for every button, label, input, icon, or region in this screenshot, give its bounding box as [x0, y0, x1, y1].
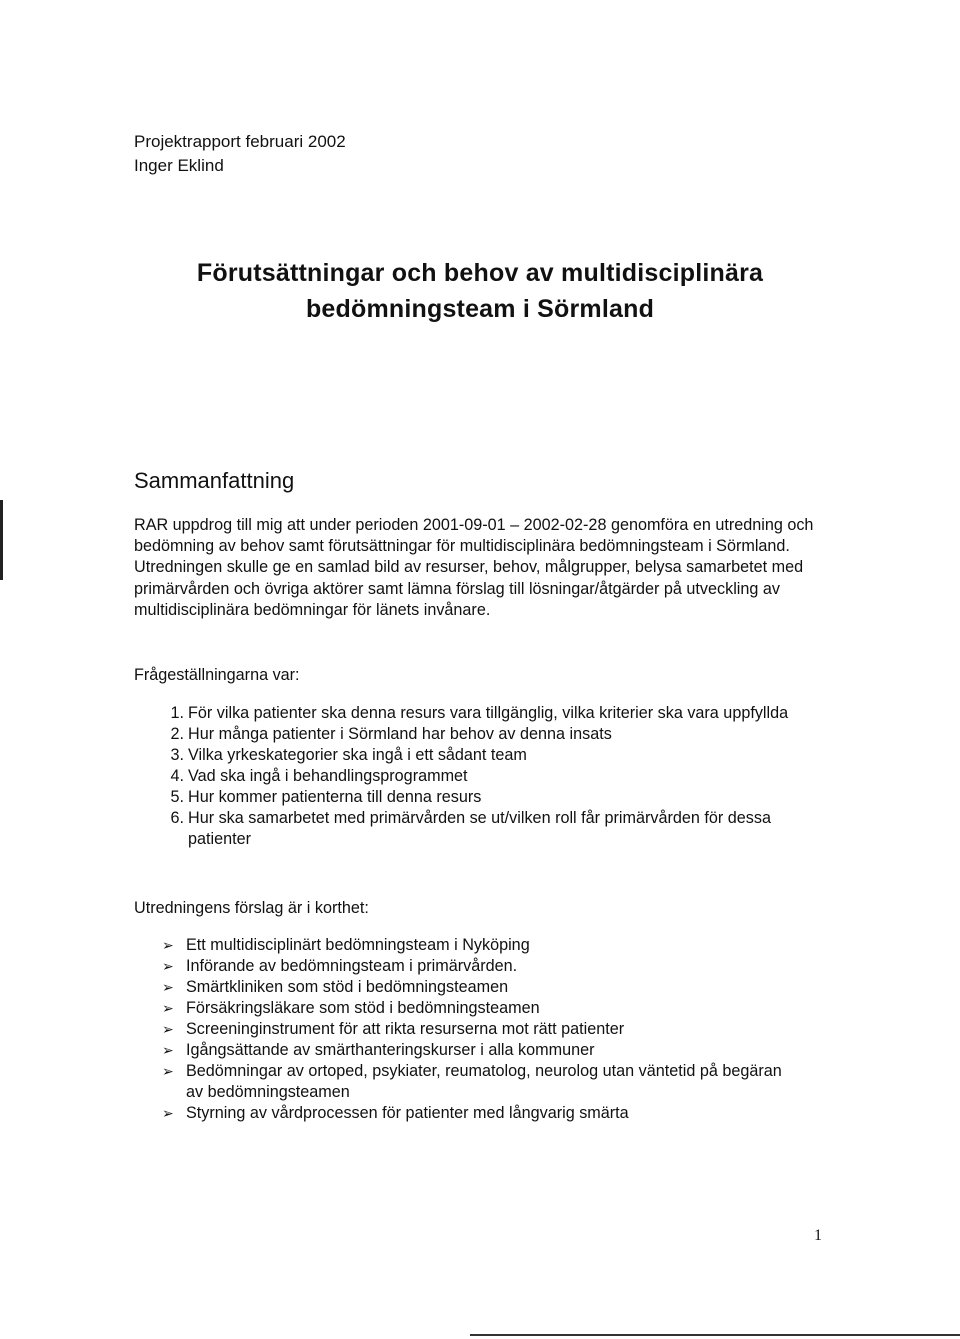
arrow-bullet-icon: ➢	[162, 1063, 174, 1079]
question-item	[134, 724, 824, 745]
summary-paragraph: RAR uppdrog till mig att under perioden 2001-09-01 – 2002-02-28 genomföra en utredning och bedömning av behov samt förutsättningar för multidisciplinära bedömningsteam i Sörmland. Utredningen skulle ge en samlad bild av resurser, behov, målgrupper, belysa samarbetet med primärvården och övriga aktörer samt lämna förslag till lösningar/åtgärder på utveckling av multidisciplinära bedömningar för länets invånare.	[134, 516, 814, 619]
proposal-item	[134, 1103, 824, 1124]
question-item	[134, 766, 824, 787]
proposals-label: Utredningens förslag är i korthet:	[134, 899, 369, 917]
proposal-text: Införande av bedömningsteam i primärvården.	[186, 957, 518, 975]
question-number: 4.	[170, 767, 184, 785]
question-item	[134, 787, 824, 808]
proposal-text: Försäkringsläkare som stöd i bedömningsteamen	[186, 999, 540, 1017]
question-text: Hur kommer patienterna till denna resurs	[188, 788, 482, 806]
question-text: Vilka yrkeskategorier ska ingå i ett sådant team	[188, 746, 527, 764]
arrow-bullet-icon: ➢	[162, 1000, 174, 1016]
report-date: Projektrapport februari 2002	[134, 132, 346, 151]
page-number: 1	[814, 1227, 822, 1244]
questions-label: Frågeställningarna var:	[134, 666, 300, 684]
title-line-2: bedömningsteam i Sörmland	[305, 295, 655, 323]
proposal-item	[134, 998, 824, 1019]
proposal-item	[134, 1040, 824, 1061]
proposals-list	[134, 935, 824, 1124]
question-item	[134, 808, 824, 850]
proposal-item	[134, 956, 824, 977]
report-author: Inger Eklind	[134, 156, 224, 175]
arrow-bullet-icon: ➢	[162, 958, 174, 974]
question-text: Hur många patienter i Sörmland har behov av denna insats	[188, 725, 612, 743]
proposal-item	[134, 1061, 824, 1103]
proposal-text: Ett multidisciplinärt bedömningsteam i Nyköping	[186, 936, 530, 954]
arrow-bullet-icon: ➢	[162, 979, 174, 995]
proposal-text: Bedömningar av ortoped, psykiater, reumatolog, neurolog utan väntetid på begäran av bedömningsteamen	[186, 1062, 782, 1101]
arrow-bullet-icon: ➢	[162, 1042, 174, 1058]
question-number: 6.	[170, 809, 184, 827]
question-item	[134, 745, 824, 766]
question-number: 1.	[170, 704, 184, 722]
arrow-bullet-icon: ➢	[162, 1021, 174, 1037]
summary-heading: Sammanfattning	[134, 468, 295, 493]
arrow-bullet-icon: ➢	[162, 1105, 174, 1121]
question-text: Hur ska samarbetet med primärvården se ut/vilken roll får primärvården för dessa patienter	[188, 809, 771, 848]
document-title	[0, 255, 960, 327]
question-text: För vilka patienter ska denna resurs vara tillgänglig, vilka kriterier ska vara uppfyllda	[188, 704, 789, 722]
proposal-item	[134, 935, 824, 956]
question-number: 2.	[170, 725, 184, 743]
scan-artifact-bottom	[470, 1334, 960, 1336]
proposal-text: Screeninginstrument för att rikta resurserna mot rätt patienter	[186, 1020, 625, 1038]
question-number: 3.	[170, 746, 184, 764]
proposal-item	[134, 977, 824, 998]
proposal-text: Igångsättande av smärthanteringskurser i alla kommuner	[186, 1041, 595, 1059]
questions-list	[134, 703, 824, 850]
report-header	[134, 130, 346, 178]
question-number: 5.	[170, 788, 184, 806]
arrow-bullet-icon: ➢	[162, 937, 174, 953]
proposal-text: Styrning av vårdprocessen för patienter med långvarig smärta	[186, 1104, 629, 1122]
proposal-text: Smärtkliniken som stöd i bedömningsteamen	[186, 978, 509, 996]
proposal-item	[134, 1019, 824, 1040]
scan-artifact-left	[0, 500, 3, 580]
question-item	[134, 703, 824, 724]
question-text: Vad ska ingå i behandlingsprogrammet	[188, 767, 468, 785]
title-line-1: Förutsättningar och behov av multidisciplinära	[196, 259, 764, 287]
